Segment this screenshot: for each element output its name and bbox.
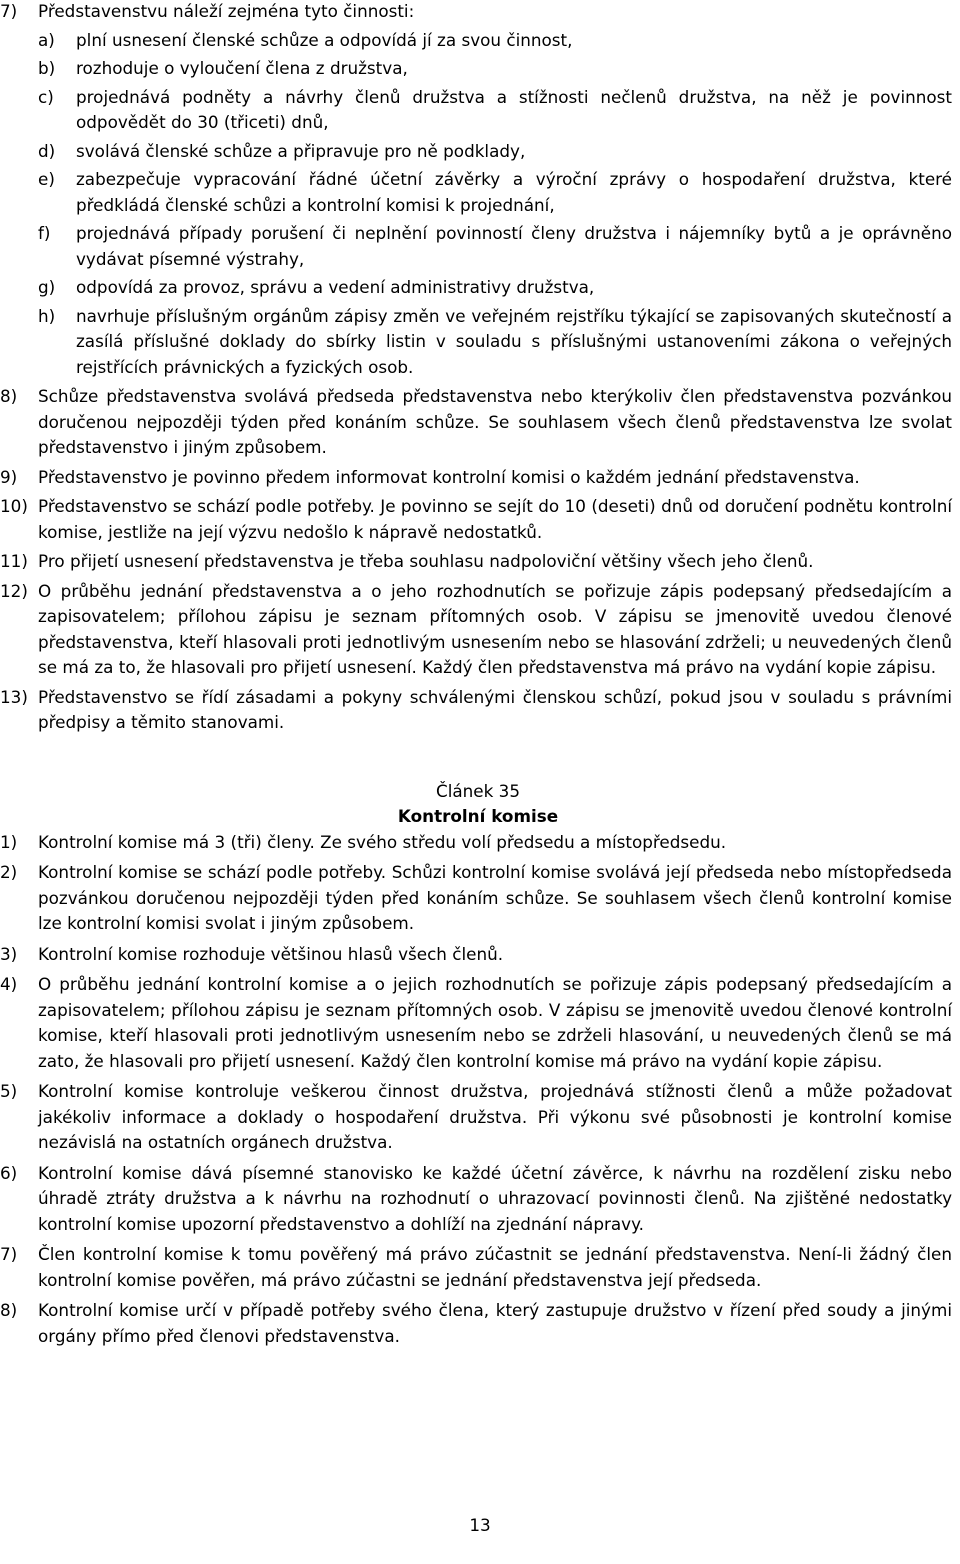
item-text: O průběhu jednání představenstva a o jeho rozhodnutích se pořizuje zápis podepsaný předsedajícím a zapisovatelem; přílohou zápisu je seznam přítomných osob. V zápisu se jmenovitě uvedou členové představenstva, kteří hlasovali proti jednotlivým usnesením nebo se hlasování zdrželi; u neuvedených členů se má za to, že hlasovali pro přijetí usnesení. Každý člen představenstva má právo na vydání kopie zápisu. xyxy=(38,580,952,677)
sub-item-letter: d) xyxy=(38,140,56,161)
item-text: Schůze představenstva svolává předseda představenstva nebo kterýkoliv člen představenstva pozvánkou doručenou nejpozději týden před konáním schůze. Se souhlasem všech členů představenstva lze svolat představenstvo i jiným způsobem. xyxy=(38,386,952,457)
item-number: 8) xyxy=(0,1300,18,1320)
sub-item-text: zabezpečuje vypracování řádné účetní závěrky a výroční zprávy o hospodaření družstva, které předkládá členské schůzi a kontrolní komisi k projednání, xyxy=(76,169,952,215)
sub-item xyxy=(38,304,952,381)
list-item xyxy=(0,830,956,856)
item-text: Představenstvo je povinno předem informovat kontrolní komisi o každém jednání představenstva. xyxy=(38,466,860,487)
sub-item-text: navrhuje příslušným orgánům zápisy změn ve veřejném rejstříku týkající se zapisovaných skutečností a zasílá příslušné doklady do sbírky listin v souladu s příslušnými ustanoveními zákona o veřejných rejstřících právnických a fyzických osob. xyxy=(76,305,952,377)
list-item xyxy=(0,384,956,461)
list-item xyxy=(0,1242,956,1293)
item-number: 11) xyxy=(0,551,28,571)
article-title: Kontrolní komise xyxy=(397,806,559,826)
article-number: Článek 35 xyxy=(435,780,521,801)
sub-item-text: svolává členské schůze a připravuje pro ně podklady, xyxy=(76,140,526,161)
item-number: 8) xyxy=(0,386,18,406)
list-item xyxy=(0,465,956,491)
sub-item-text: plní usnesení členské schůze a odpovídá jí za svou činnost, xyxy=(76,29,573,50)
item-number: 13) xyxy=(0,686,28,707)
item-number: 6) xyxy=(0,1162,18,1183)
item-text: Představenstvo se schází podle potřeby. Je povinno se sejít do 10 (deseti) dnů od doručení podnětu kontrolní komise, jestliže na její výzvu nedošlo k nápravě nedostatků. xyxy=(38,496,952,542)
sub-item-letter: b) xyxy=(38,58,56,78)
item-number: 4) xyxy=(0,974,18,994)
item-number: 1) xyxy=(0,831,18,852)
sub-item-letter: e) xyxy=(38,169,55,189)
item-number: 2) xyxy=(0,862,18,882)
sub-item xyxy=(38,221,952,272)
list-item xyxy=(0,0,956,380)
sub-item xyxy=(38,28,952,54)
audit-committee-list xyxy=(0,830,956,1350)
item-text: Kontrolní komise kontroluje veškerou činnost družstva, projednává stížnosti členů a může požadovat jakékoliv informace a doklady o hospodaření družstva. Při výkonu své působnosti je kontrolní komise nezávislá na ostatních orgánech družstva. xyxy=(38,1081,952,1152)
list-item xyxy=(0,942,956,968)
sub-item xyxy=(38,139,952,165)
item-text: Pro přijetí usnesení představenstva je třeba souhlasu nadpoloviční většiny všech jeho členů. xyxy=(38,551,814,571)
sub-item xyxy=(38,167,952,218)
item-text: Představenstvu náleží zejména tyto činnosti: xyxy=(38,1,415,21)
sub-item xyxy=(38,85,952,136)
list-item xyxy=(0,1298,956,1349)
sub-item-letter: a) xyxy=(38,29,55,50)
list-item xyxy=(0,494,956,545)
sub-item-text: projednává podněty a návrhy členů družstva a stížnosti nečlenů družstva, na něž je povinnost odpovědět do 30 (třiceti) dnů, xyxy=(76,86,952,132)
sub-item-text: rozhoduje o vyloučení člena z družstva, xyxy=(76,58,408,78)
sub-item-letter: f) xyxy=(38,223,51,243)
sub-item-letter: g) xyxy=(38,277,56,297)
sub-list xyxy=(38,28,952,381)
list-item xyxy=(0,1079,956,1156)
item-number: 3) xyxy=(0,943,18,964)
sub-item-text: odpovídá za provoz, správu a vedení administrativy družstva, xyxy=(76,277,595,297)
page-number: 13 xyxy=(469,1515,491,1535)
item-number: 12) xyxy=(0,580,28,601)
item-text: Kontrolní komise má 3 (tři) členy. Ze svého středu volí předsedu a místopředsedu. xyxy=(38,831,727,852)
item-text: Kontrolní komise určí v případě potřeby svého člena, který zastupuje družstvo v řízení před soudy a jinými orgány přímo před členovi představenstva. xyxy=(38,1300,952,1346)
item-number: 5) xyxy=(0,1081,18,1101)
item-number: 7) xyxy=(0,1244,18,1264)
item-number: 10) xyxy=(0,496,28,516)
list-item xyxy=(0,860,956,937)
item-text: Kontrolní komise se schází podle potřeby. Schůzi kontrolní komise svolává její předseda nebo místopředseda pozvánkou doručenou nejpozději týden před konáním schůze. Se souhlasem všech členů kontrolní komise lze kontrolní komisi svolat i jiným způsobem. xyxy=(38,862,952,933)
item-text: Kontrolní komise rozhoduje většinou hlasů všech členů. xyxy=(38,943,504,964)
item-text: O průběhu jednání kontrolní komise a o jejich rozhodnutích se pořizuje zápis podepsaný předsedajícím a zapisovatelem; přílohou zápisu je seznam přítomných osob. V zápisu se jmenovitě uvedou členové kontrolní komise, kteří hlasovali proti jednotlivým usnesením nebo se zdrželi hlasování, u neuvedených členů se má zato, že hlasovali pro přijetí usnesení. Každý člen kontrolní komise má právo na vydání kopie zápisu. xyxy=(38,974,952,1071)
item-text: Kontrolní komise dává písemné stanovisko ke každé účetní závěrce, k návrhu na rozdělení zisku nebo úhradě ztráty družstva a k návrhu na rozhodnutí o uhrazovací povinnosti členů. Na zjištěné nedostatky kontrolní komise upozorní představenstvo a dohlíží na zjednání nápravy. xyxy=(38,1162,952,1234)
sub-item-letter: c) xyxy=(38,86,54,107)
list-item xyxy=(0,972,956,1074)
item-number: 7) xyxy=(0,1,18,21)
list-item xyxy=(0,1161,956,1238)
item-number: 9) xyxy=(0,466,18,487)
item-text: Představenstvo se řídí zásadami a pokyny schválenými členskou schůzí, pokud jsou v souladu s právními předpisy a těmito stanovami. xyxy=(38,686,952,732)
item-text: Člen kontrolní komise k tomu pověřený má právo zúčastnit se jednání představenstva. Není-li žádný člen kontrolní komise pověřen, má právo zúčastni se jednání představenstva její předseda. xyxy=(38,1244,952,1290)
sub-item-letter: h) xyxy=(38,305,56,326)
sub-item-text: projednává případy porušení či neplnění povinností členy družstva i nájemníky bytů a je oprávněno vydávat písemné výstrahy, xyxy=(76,223,952,269)
list-item xyxy=(0,579,956,681)
article-heading xyxy=(0,779,956,830)
sub-item xyxy=(38,275,952,301)
list-item xyxy=(0,549,956,575)
board-duties-list xyxy=(0,0,956,736)
list-item xyxy=(0,685,956,736)
sub-item xyxy=(38,56,952,82)
